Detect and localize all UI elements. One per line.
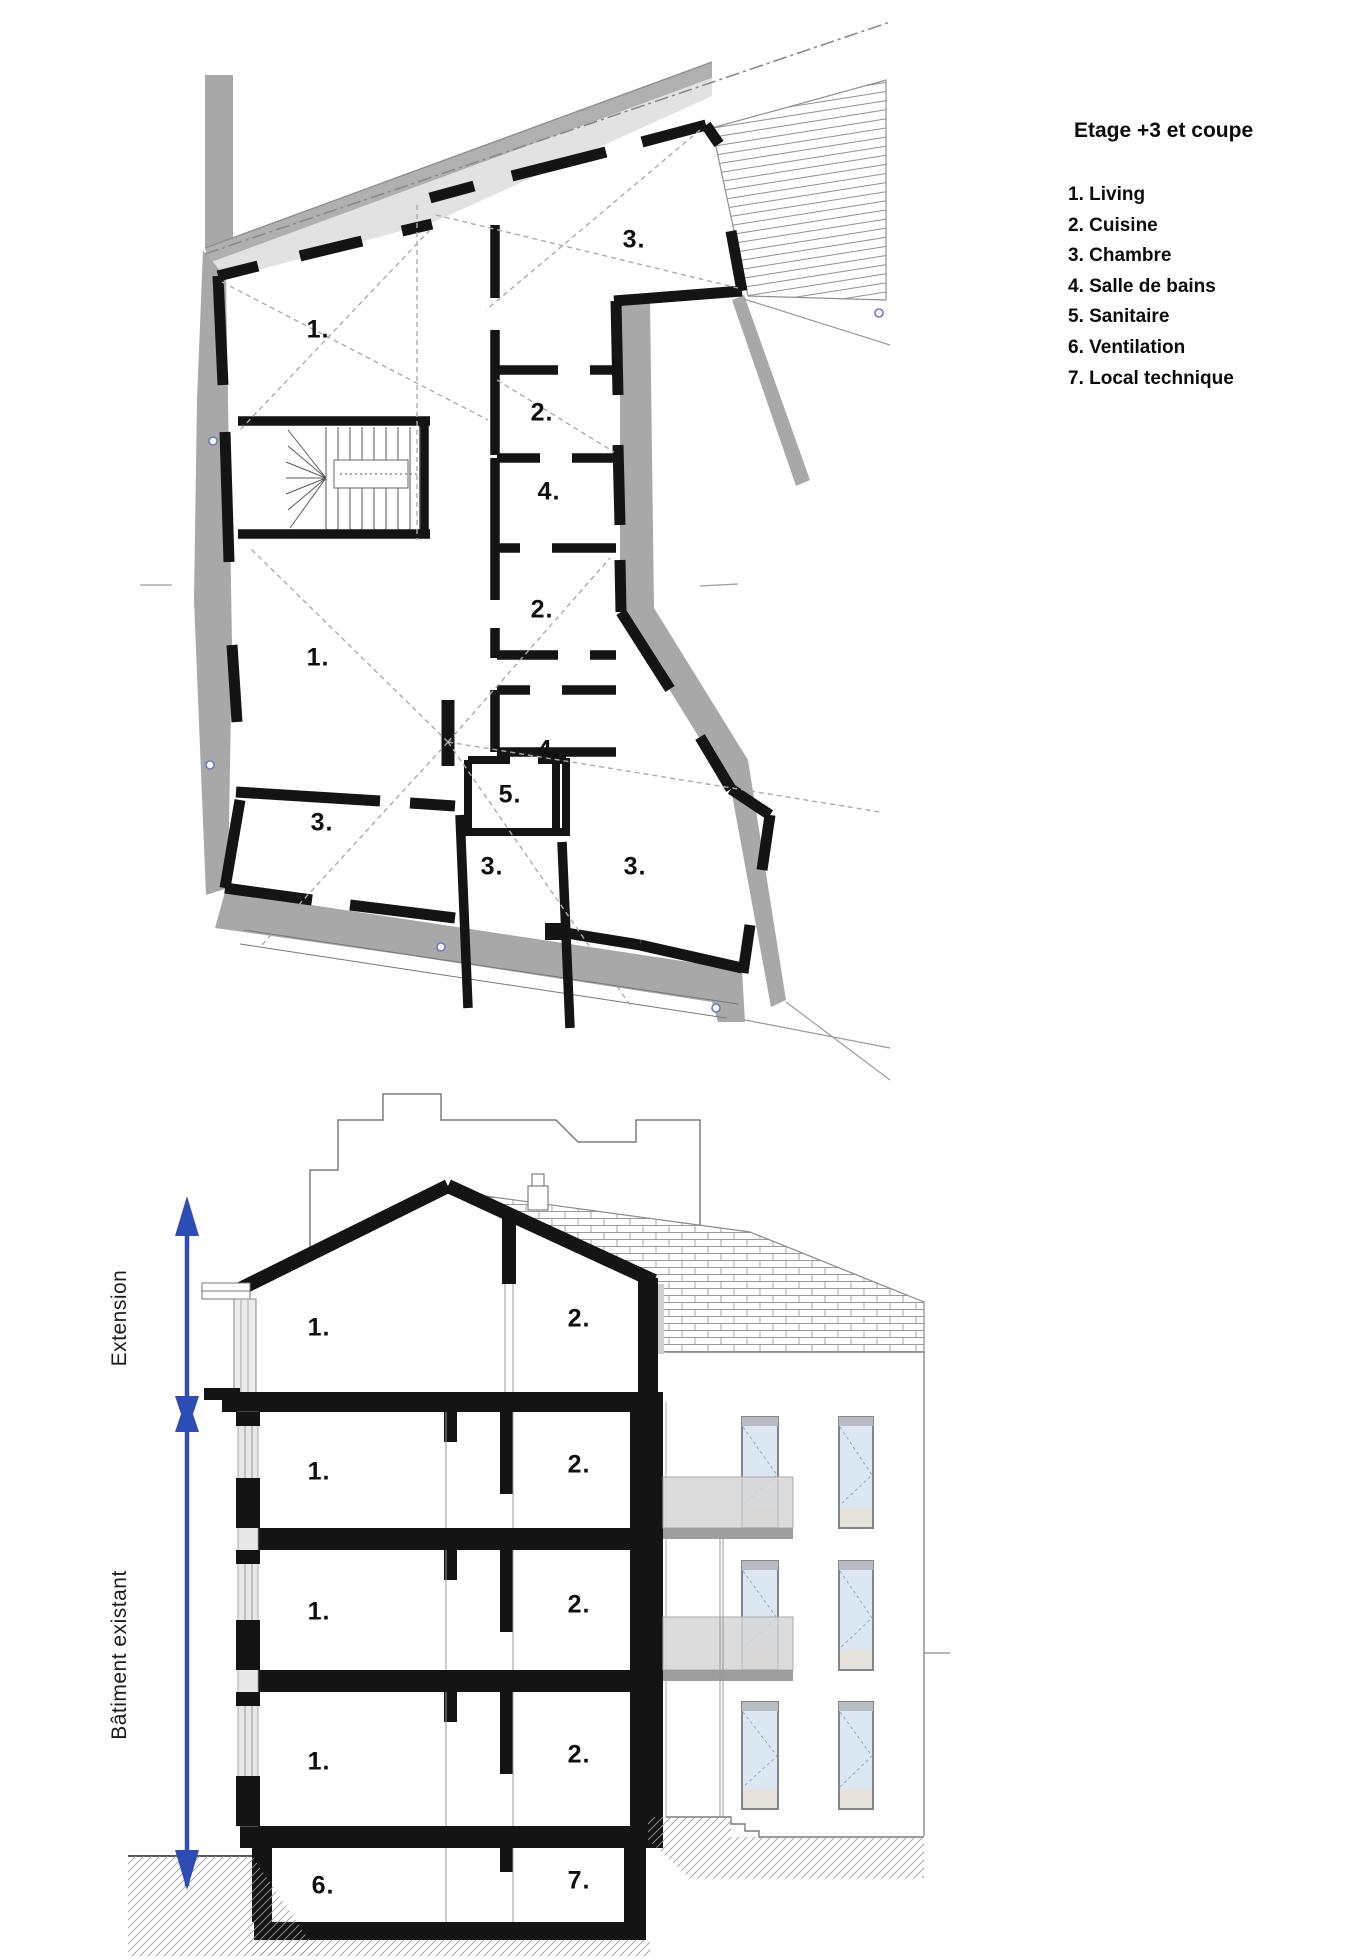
annotation-extension: Extension (108, 1269, 131, 1367)
annotation-arrows (175, 1196, 199, 1890)
plan-staircase (286, 427, 420, 529)
section-room-label-cuisine-3: 2. (567, 1450, 591, 1479)
legend-title: Etage +3 et coupe (1074, 119, 1254, 142)
legend-list (1068, 180, 1253, 394)
plan-room-label-chambre-3: 3. (480, 852, 504, 881)
section-room-label-local-technique: 7. (567, 1866, 591, 1895)
section-room-label-cuisine-1: 2. (567, 1740, 591, 1769)
plan-room-label-cuisine: 2. (530, 398, 554, 427)
floor-plan (140, 22, 890, 1080)
section-room-label-living-attic: 1. (307, 1313, 331, 1342)
section-room-label-ventilation: 6. (311, 1871, 335, 1900)
legend-item-local-technique: 7. Local technique (1068, 367, 1234, 389)
plan-room-label-living-2: 1. (306, 643, 330, 672)
legend-item-ventilation: 6. Ventilation (1068, 336, 1186, 358)
arrow-up-icon (175, 1196, 199, 1236)
section-room-label-living-3: 1. (307, 1457, 331, 1486)
section-room-label-cuisine-2: 2. (567, 1590, 591, 1619)
legend-item-sanitaire: 5. Sanitaire (1068, 306, 1170, 328)
annotation-batiment-existant: Bâtiment existant (108, 1570, 131, 1740)
plan-room-label-chambre-4: 3. (623, 852, 647, 881)
plan-room-label-sanitaire: 5. (498, 780, 522, 809)
facade-windows (742, 1417, 873, 1809)
section-floor-slabs (204, 1388, 663, 1940)
plan-room-label-sdb-2: 4. (537, 735, 561, 764)
section-room-label-cuisine-attic: 2. (567, 1304, 591, 1333)
plan-room-label-living: 1. (306, 315, 330, 344)
legend-item-chambre: 3. Chambre (1068, 245, 1172, 267)
roof-vent (528, 1186, 548, 1210)
legend-item-salle-de-bains: 4. Salle de bains (1068, 275, 1216, 297)
section-room-label-living-1: 1. (307, 1747, 331, 1776)
section-room-label-living-2: 1. (307, 1597, 331, 1626)
cross-section (128, 1094, 950, 1956)
legend-item-living: 1. Living (1068, 184, 1146, 205)
section-facade (663, 1352, 950, 1837)
plan-room-label-cuisine-2: 2. (530, 595, 554, 624)
legend-item-cuisine: 2. Cuisine (1068, 214, 1158, 236)
plan-room-label-chambre-2: 3. (310, 808, 334, 837)
plan-wall-pier (545, 923, 562, 940)
legend (1068, 118, 1253, 394)
plan-room-label-chambre: 3. (622, 225, 646, 254)
plan-room-label-sdb: 4. (537, 477, 561, 506)
